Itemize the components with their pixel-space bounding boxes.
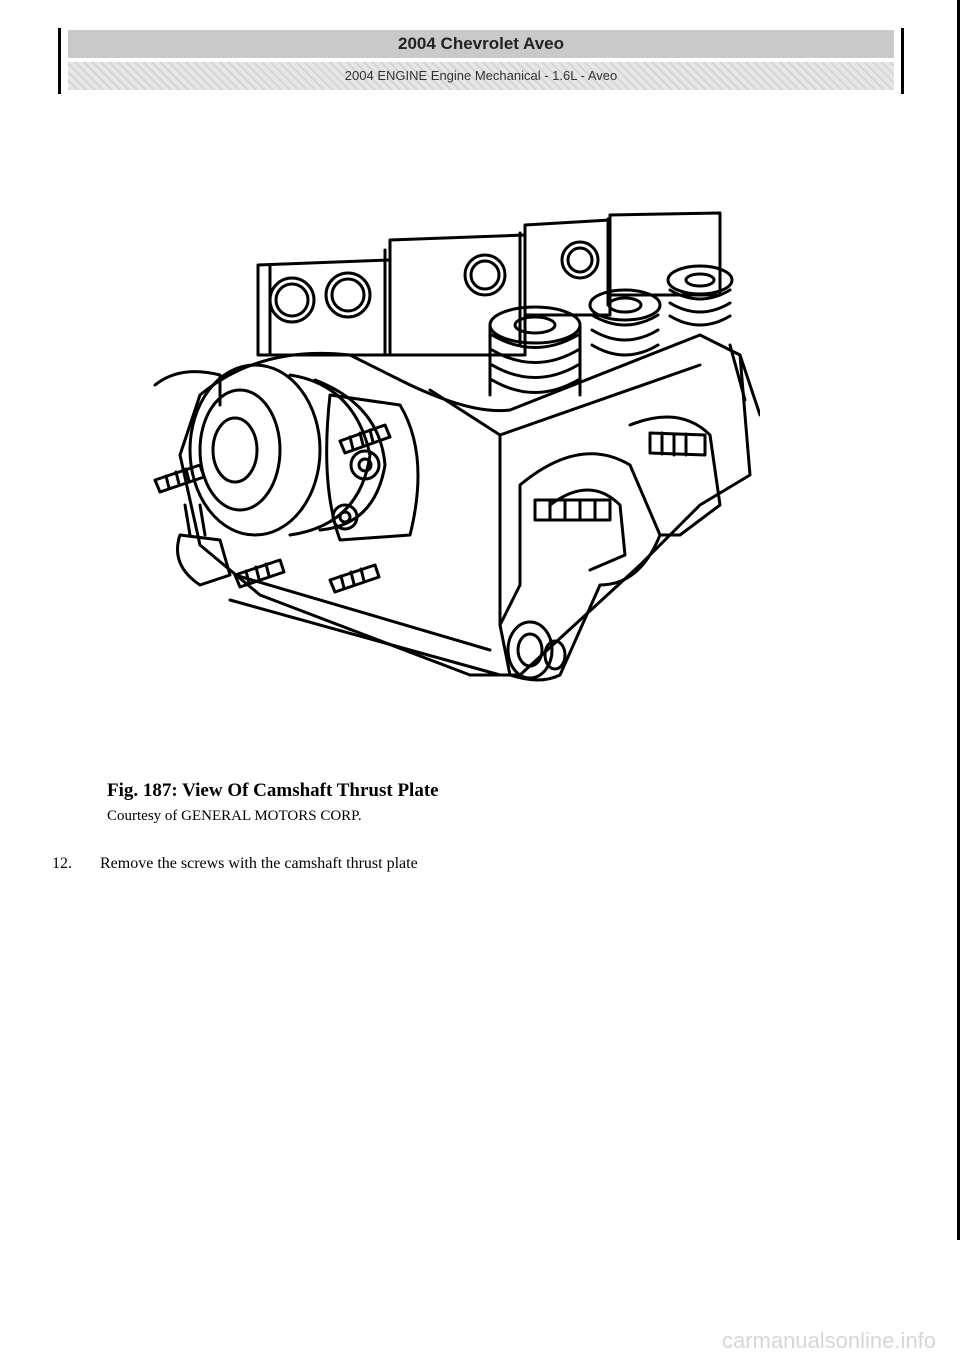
header-left-rule <box>58 28 61 94</box>
site-watermark: carmanualsonline.info <box>721 1328 936 1353</box>
figure-courtesy: Courtesy of GENERAL MOTORS CORP. <box>107 808 362 824</box>
cylinder-head-body <box>155 335 750 675</box>
lower-bosses <box>178 505 231 585</box>
step-number: 12. <box>52 855 72 872</box>
figure-caption: Fig. 187: View Of Camshaft Thrust Plate <box>107 780 439 801</box>
camshaft-thrust-plate <box>327 395 418 540</box>
header-right-rule <box>901 28 904 94</box>
procedure-step <box>52 855 418 873</box>
camshaft-thrust-plate-illustration <box>140 205 760 705</box>
manifold-flange <box>500 345 760 680</box>
step-text: Remove the screws with the camshaft thrust plate <box>100 855 418 872</box>
header-subtitle: 2004 ENGINE Engine Mechanical - 1.6L - Aveo <box>68 62 894 90</box>
header-title: 2004 Chevrolet Aveo <box>68 30 894 58</box>
page-header <box>58 28 904 94</box>
